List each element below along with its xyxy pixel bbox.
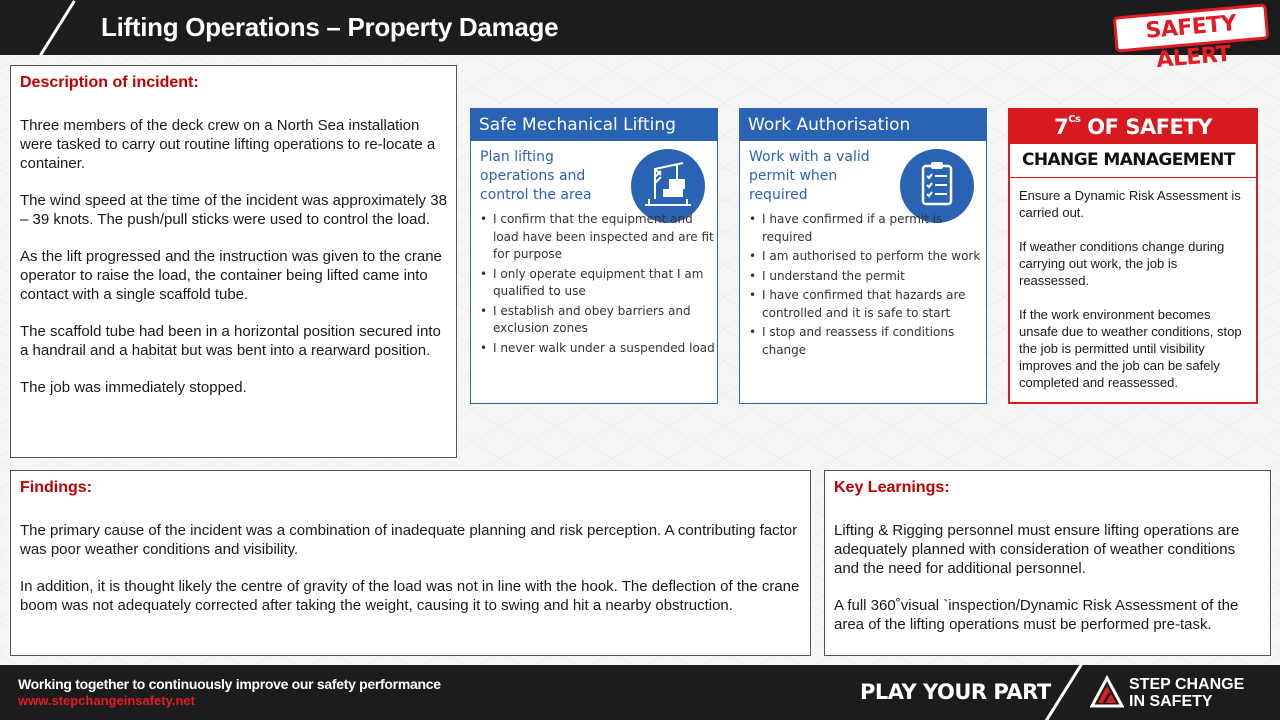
- key-learnings-paragraph: Lifting & Rigging personnel must ensure lifting operations are adequately planned with consideration of weather conditions and the need for additional personnel.: [834, 522, 1240, 577]
- card-subtitle: Plan lifting operations and control the area: [480, 149, 592, 203]
- card-checklist: [480, 211, 716, 359]
- page-title: Lifting Operations – Property Damage: [101, 12, 559, 42]
- list-item: • I only operate equipment that I am qualified to use: [480, 266, 716, 301]
- safety-alert-badge: SAFETY ALERT: [1113, 3, 1270, 52]
- seven-cs-title: [1010, 110, 1256, 144]
- key-learnings-heading: Key Learnings:: [834, 479, 950, 496]
- seven-cs-paragraph: If the work environment becomes unsafe due to weather conditions, stop the job is permitted until visibility improves and the job can be safely completed and reassessed.: [1019, 307, 1242, 390]
- description-paragraph: The job was immediately stopped.: [20, 379, 247, 396]
- list-item: • I confirm that the equipment and load have been inspected and are fit for purpose: [480, 211, 716, 264]
- step-change-brand: [1129, 676, 1244, 710]
- change-management-label: CHANGE MANAGEMENT: [1022, 150, 1235, 170]
- brand-line-1: STEP CHANGE: [1129, 676, 1245, 693]
- list-item: • I stop and reassess if conditions change: [749, 324, 985, 359]
- seven-cs-superscript: Cs: [1068, 114, 1081, 125]
- key-learnings-box: [824, 470, 1271, 656]
- safe-mechanical-lifting-card: [470, 108, 718, 404]
- description-box: [10, 65, 457, 458]
- footer-bar: [0, 665, 1280, 720]
- header-bar: [0, 0, 1280, 74]
- header-divider: [39, 0, 75, 56]
- list-item: • I understand the permit: [749, 268, 985, 286]
- seven-cs-title-text: OF SAFETY: [1080, 115, 1212, 139]
- findings-paragraph: In addition, it is thought likely the centre of gravity of the load was not in line with the hook. The deflection of the crane boom was not adequately corrected after taking the weight, causing it to swing and hit a nearby obstruction.: [20, 578, 800, 614]
- description-paragraph: The wind speed at the time of the incident was approximately 38 – 39 knots. The push/pull sticks were used to control the load.: [20, 192, 447, 228]
- play-your-part-label: PLAY YOUR PART: [860, 680, 1051, 704]
- description-paragraph: The scaffold tube had been in a horizontal position secured into a handrail and a habitat but was bent into a rearward position.: [20, 323, 441, 359]
- description-heading: Description of incident:: [20, 74, 199, 91]
- divider: [1010, 177, 1256, 178]
- description-paragraph: As the lift progressed and the instruction was given to the crane operator to raise the load, the container being lifted came into contact with a single scaffold tube.: [20, 248, 442, 303]
- description-paragraph: Three members of the deck crew on a North Sea installation were tasked to carry out routine lifting operations to re-locate a container.: [20, 117, 436, 172]
- findings-paragraph: The primary cause of the incident was a combination of inadequate planning and risk perception. A contributing factor was poor weather conditions and visibility.: [20, 522, 798, 558]
- step-change-logo-icon: [1090, 675, 1124, 709]
- seven-cs-card: [1008, 108, 1258, 404]
- card-checklist: [749, 211, 985, 361]
- list-item: • I have confirmed that hazards are controlled and it is safe to start: [749, 287, 985, 322]
- list-item: • I am authorised to perform the work: [749, 248, 985, 266]
- list-item: • I establish and obey barriers and exclusion zones: [480, 303, 716, 338]
- findings-heading: Findings:: [20, 479, 92, 496]
- findings-box: [10, 470, 811, 656]
- brand-line-2: IN SAFETY: [1129, 693, 1213, 710]
- card-subtitle: Work with a valid permit when required: [749, 149, 870, 203]
- seven-cs-number: 7: [1054, 115, 1069, 139]
- seven-cs-paragraph: If weather conditions change during carrying out work, the job is reassessed.: [1019, 239, 1225, 288]
- card-title: Work Authorisation: [740, 109, 986, 141]
- list-item: • I never walk under a suspended load: [480, 340, 716, 358]
- work-authorisation-card: [739, 108, 987, 404]
- key-learnings-paragraph: A full 360˚visual `inspection/Dynamic Risk Assessment of the area of the lifting operations must be performed pre-task.: [834, 597, 1239, 633]
- footer-tagline: Working together to continuously improve our safety performance: [18, 676, 441, 692]
- list-item: • I have confirmed if a permit is required: [749, 211, 985, 246]
- website-link[interactable]: www.stepchangeinsafety.net: [18, 693, 195, 708]
- card-title: Safe Mechanical Lifting: [471, 109, 717, 141]
- seven-cs-paragraph: Ensure a Dynamic Risk Assessment is carried out.: [1019, 188, 1241, 220]
